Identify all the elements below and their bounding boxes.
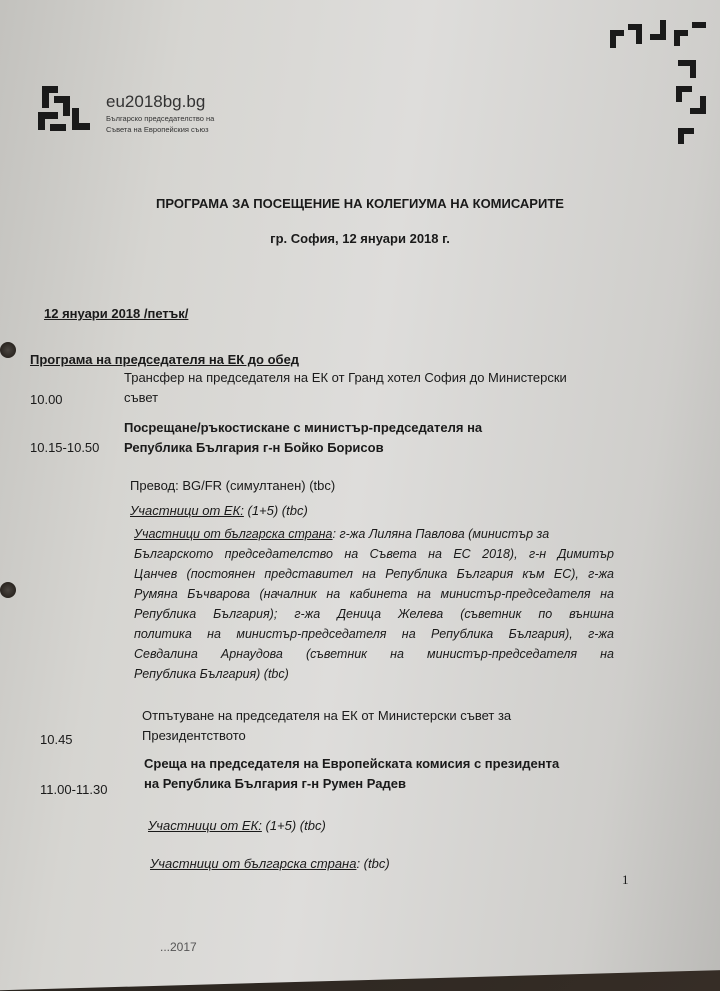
bg-participants-block	[134, 524, 614, 684]
ec-participants-label: Участници от ЕК:	[148, 818, 262, 833]
page-number: 1	[622, 872, 629, 887]
date-heading: 12 януари 2018 /петък/	[44, 306, 189, 321]
bg-participants-line: Република България); г-жа Деница Желева (съветник по външна	[134, 607, 614, 621]
ec-participants-label: Участници от ЕК:	[130, 503, 244, 518]
document-title: ПРОГРАМА ЗА ПОСЕЩЕНИЕ НА КОЛЕГИУМА НА КОМИСАРИТЕ	[156, 196, 564, 211]
ec-participants	[130, 503, 308, 518]
logo-subtitle-2: Съвета на Европейския съюз	[106, 125, 209, 134]
bg-participants-line: политика на министър-председателя на Република България), г-жа	[134, 627, 614, 641]
item-time: 10.00	[30, 392, 63, 407]
bg-participants-line: Цанчев (постоянен представител на Република България към ЕС), г-жа	[134, 567, 614, 581]
item-text-line: Президентството	[142, 728, 246, 743]
punch-hole	[0, 582, 16, 598]
bg-logo-icon	[32, 78, 102, 148]
ec-participants	[148, 818, 326, 833]
section-heading: Програма на председателя на ЕК до обед	[30, 352, 300, 367]
bg-participants-line: Севдалина Арнаудова (съветник на министър-председателя на	[134, 647, 614, 661]
item-time: 10.45	[40, 732, 73, 747]
item-text-line: Трансфер на председателя на ЕК от Гранд хотел София до Министерски	[124, 370, 567, 385]
bg-participants-line: Българското председателство на Съвета на ЕС 2018), г-н Димитър	[134, 547, 614, 561]
logo-subtitle-1: Българско председателство на	[106, 114, 215, 123]
item-text-line: съвет	[124, 390, 159, 405]
bg-participants-text: : г-жа Лиляна Павлова (министър за	[332, 527, 550, 541]
bg-participants-value: : (tbc)	[356, 856, 390, 871]
ec-participants-value: (1+5) (tbc)	[261, 818, 326, 833]
ec-participants-value: (1+5) (tbc)	[243, 503, 308, 518]
bg-participants-label: Участници от българска страна	[150, 856, 357, 871]
footer-fragment: ...2017	[160, 940, 197, 954]
bg-participants	[150, 856, 390, 871]
item-text-line: на Република България г-н Румен Радев	[144, 776, 406, 791]
item-time: 11.00-11.30	[40, 782, 108, 797]
bg-participants-label: Участници от българска страна	[134, 527, 333, 541]
item-text-line: Република България г-н Бойко Борисов	[124, 440, 384, 455]
item-time: 10.15-10.50	[30, 440, 100, 455]
bg-participants-line	[134, 524, 614, 544]
corner-ornament-icon	[550, 0, 720, 170]
item-text-line: Отпътуване на председателя на ЕК от Министерски съвет за	[142, 708, 512, 723]
translation-note: Превод: BG/FR (симултанен) (tbc)	[130, 478, 336, 493]
document-subtitle: гр. София, 12 януари 2018 г.	[270, 231, 450, 246]
presidency-logo	[32, 78, 214, 148]
item-text-line: Среща на председателя на Европейската комисия с президента	[144, 756, 560, 771]
logo-site: eu2018bg.bg	[106, 92, 206, 111]
bg-participants-line: Република България) (tbc)	[134, 667, 289, 681]
punch-hole	[0, 342, 16, 358]
item-text-line: Посрещане/ръкостискане с министър-председателя на	[124, 420, 483, 435]
bg-participants-line: Румяна Бъчварова (началник на кабинета на министър-председателя на	[134, 587, 614, 601]
